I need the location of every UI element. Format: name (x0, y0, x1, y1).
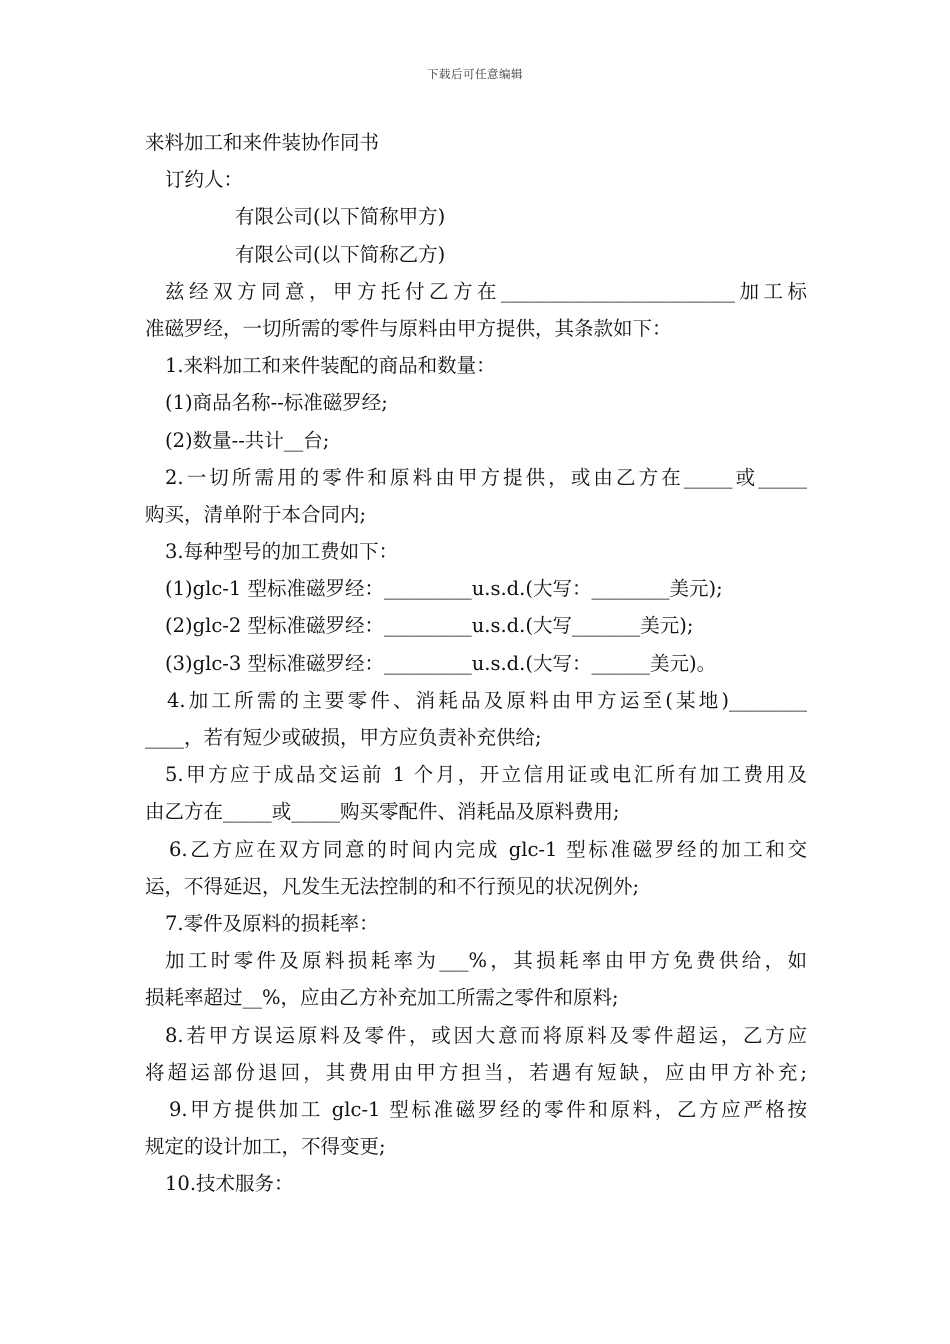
clause-5-line-1: 5.甲方应于成品交运前 1 个月，开立信用证或电汇所有加工费用及 (165, 763, 807, 787)
document-body (145, 124, 807, 1202)
clause-3-item-1: (1)glc-1 型标准磁罗经：_________u.s.d.(大写：________美元); (165, 577, 723, 601)
preamble-line-1: 兹经双方同意，甲方托付乙方在________________________加工标 (165, 279, 807, 303)
clause-2-line-1: 2.一切所需用的零件和原料由甲方提供，或由乙方在_____或_____ (165, 465, 807, 489)
party-a-line: 有限公司(以下简称甲方) (235, 205, 446, 229)
clause-2-line-2: 购买，清单附于本合同内; (145, 502, 367, 526)
party-b-line: 有限公司(以下简称乙方) (235, 242, 446, 266)
clause-6-line-1: 6.乙方应在双方同意的时间内完成 glc-1 型标准磁罗经的加工和交 (169, 837, 807, 861)
clause-4-line-1: 4.加工所需的主要零件、消耗品及原料由甲方运至(某地)________ (167, 688, 807, 712)
clause-1-item-2: (2)数量--共计__台; (165, 428, 330, 452)
clause-8-line-1: 8.若甲方误运原料及零件，或因大意而将原料及零件超运，乙方应 (165, 1023, 807, 1047)
clause-9-line-2: 规定的设计加工，不得变更; (145, 1135, 386, 1159)
clause-8-line-2: 将超运部份退回，其费用由甲方担当，若遇有短缺，应由甲方补充; (145, 1060, 807, 1084)
clause-9-line-1: 9.甲方提供加工 glc-1 型标准磁罗经的零件和原料，乙方应严格按 (169, 1097, 807, 1121)
clause-6-line-2: 运，不得延迟，凡发生无法控制的和不行预见的状况例外; (145, 874, 640, 898)
clause-10-heading: 10.技术服务： (165, 1172, 294, 1196)
clause-7-heading: 7.零件及原料的损耗率： (165, 911, 379, 935)
clause-3-item-3: (3)glc-3 型标准磁罗经：_________u.s.d.(大写：______美元)。 (165, 651, 717, 675)
clause-1-heading: 1.来料加工和来件装配的商品和数量： (165, 354, 496, 378)
preamble-line-2: 准磁罗经，一切所需的零件与原料由甲方提供，其条款如下： (145, 316, 672, 340)
clause-3-heading: 3.每种型号的加工费如下： (165, 540, 399, 564)
document-title: 来料加工和来件装协作同书 (145, 131, 380, 154)
contracting-parties-label: 订约人： (165, 168, 244, 192)
clause-3-item-2: (2)glc-2 型标准磁罗经：_________u.s.d.(大写_______美元); (165, 614, 694, 638)
clause-1-item-1: (1)商品名称--标准磁罗经; (165, 391, 388, 415)
clause-5-line-2: 由乙方在_____或_____购买零配件、消耗品及原料费用; (145, 800, 620, 824)
clause-7-line-2: 损耗率超过__%，应由乙方补充加工所需之零件和原料; (145, 986, 619, 1010)
clause-7-line-1: 加工时零件及原料损耗率为___%，其损耗率由甲方免费供给，如 (165, 949, 807, 973)
clause-4-line-2: ____，若有短少或破损，甲方应负责补充供给; (145, 726, 542, 749)
page-header-note: 下载后可任意编辑 (427, 67, 523, 81)
